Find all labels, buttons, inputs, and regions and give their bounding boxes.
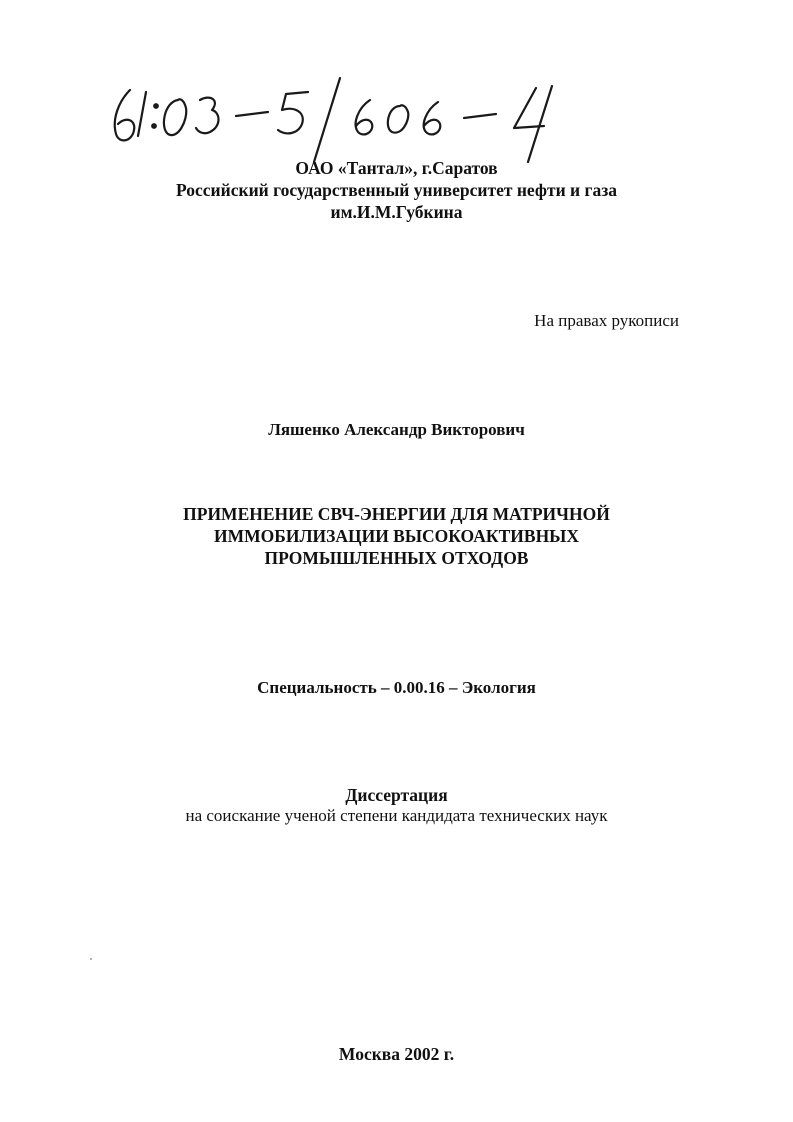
scan-speck [90, 958, 92, 960]
dissertation-heading: Диссертация [345, 785, 448, 805]
city-year: Москва 2002 г. [338, 1044, 455, 1064]
organization-line: ОАО «Тантал», г.Саратов [295, 158, 498, 178]
author-name: Ляшенко Александр Викторович [268, 420, 525, 439]
title-line: ИММОБИЛИЗАЦИИ ВЫСОКОАКТИВНЫХ [214, 526, 579, 546]
title-line: ПРИМЕНЕНИЕ СВЧ-ЭНЕРГИИ ДЛЯ МАТРИЧНОЙ [183, 504, 610, 524]
handwritten-code-drawing [108, 70, 588, 170]
organization-line: Российский государственный университет нефти и газа [176, 180, 617, 200]
organization-line: им.И.М.Губкина [330, 202, 463, 222]
handwritten-archive-code [108, 70, 588, 170]
manuscript-note: На правах рукописи [534, 311, 679, 330]
organization-block [0, 157, 793, 223]
title-line: ПРОМЫШЛЕННЫХ ОТХОДОВ [264, 548, 529, 568]
dissertation-title [0, 503, 793, 569]
specialty-line: Специальность – 0.00.16 – Экология [257, 678, 536, 697]
dissertation-subtitle: на соискание ученой степени кандидата технических наук [185, 806, 608, 825]
